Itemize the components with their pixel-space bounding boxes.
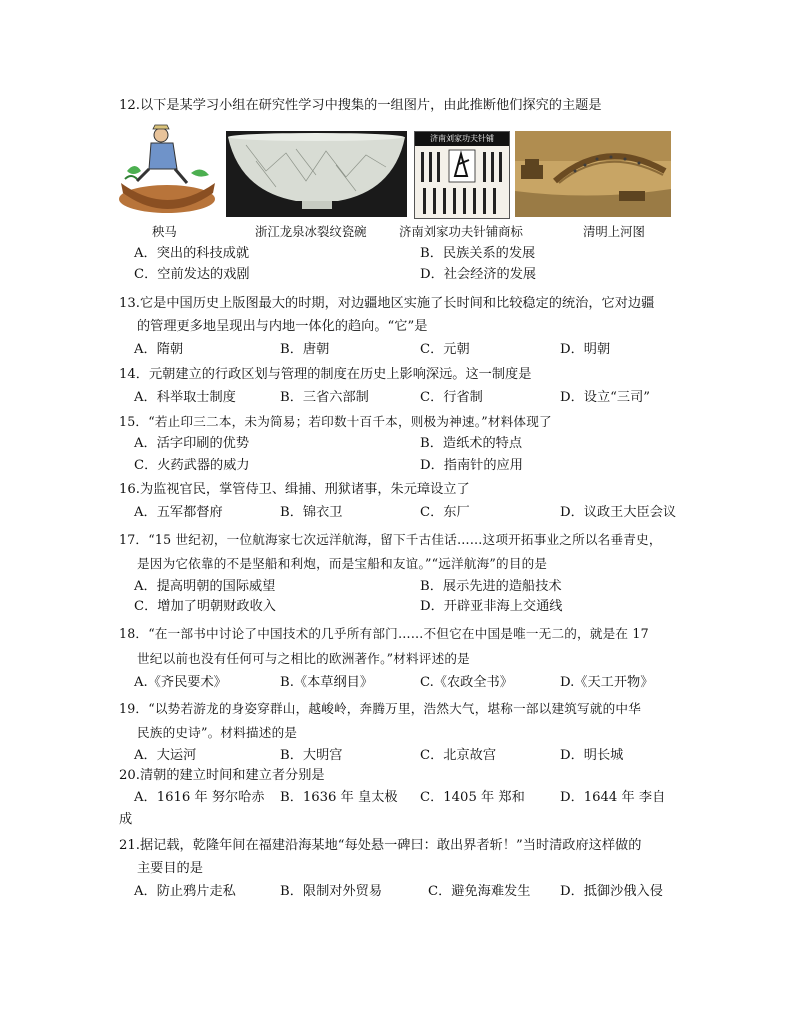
needle-shop-trademark-picture [414, 131, 510, 219]
q14-option-a: A．科举取士制度 [134, 390, 236, 405]
q15-option-d: D．指南针的应用 [420, 458, 523, 473]
trademark-title: 济南刘家功夫针铺 [415, 132, 509, 146]
q19-option-b: B．大明宫 [280, 748, 343, 763]
q13-option-c: C．元朝 [420, 342, 470, 357]
q14-option-c: C．行省制 [420, 390, 483, 405]
q13-option-d: D．明朝 [560, 342, 611, 357]
q21-option-d: D．抵御沙俄入侵 [560, 884, 663, 899]
q18-option-a: A.《齐民要术》 [134, 675, 227, 690]
q15-stem: 15．“若止印三二本，未为简易；若印数十百千本，则极为神速。”材料体现了 [119, 414, 552, 429]
q16-option-c: C．东厂 [420, 505, 470, 520]
q16-option-d: D．议政王大臣会议 [560, 505, 677, 520]
q12-option-d: D．社会经济的发展 [420, 267, 537, 282]
q21-option-c: C．避免海难发生 [428, 884, 531, 899]
q16-stem: 16.为监视官民，掌管侍卫、缉捕、刑狱诸事，朱元璋设立了 [119, 482, 470, 497]
q17-option-a: A．提高明朝的国际威望 [134, 579, 276, 594]
q14-stem: 14．元朝建立的行政区划与管理的制度在历史上影响深远。这一制度是 [119, 367, 532, 382]
q21-stem-line1: 21.据记载，乾隆年间在福建沿海某地“每处悬一碑曰：敢出界者斩！”当时清政府这样做的 [119, 838, 642, 853]
q19-option-c: C．北京故宫 [420, 748, 497, 763]
q18-stem-line2: 世纪以前也没有任何可与之相比的欧洲著作。”材料评述的是 [137, 651, 470, 666]
q17-option-c: C．增加了明朝财政收入 [134, 599, 276, 614]
q13-stem-line2: 的管理更多地呈现出与内地一体化的趋向。“它”是 [137, 319, 428, 334]
q18-option-c: C.《农政全书》 [420, 675, 513, 690]
q16-option-b: B．锦衣卫 [280, 505, 343, 520]
q14-option-d: D．设立“三司” [560, 390, 650, 405]
q13-option-b: B．唐朝 [280, 342, 330, 357]
caption-qingming: 清明上河图 [583, 224, 645, 239]
q16-option-a: A．五军都督府 [134, 505, 223, 520]
q18-stem-line1: 18．“在一部书中讨论了中国技术的几乎所有部门……不但它在中国是唯一无二的，就是在 17 [119, 626, 649, 641]
q18-option-d: D.《天工开物》 [560, 675, 654, 690]
q13-option-a: A．隋朝 [134, 342, 184, 357]
q20-option-d: D．1644 年 李自 [560, 790, 666, 805]
q14-option-b: B．三省六部制 [280, 390, 369, 405]
q19-option-d: D．明长城 [560, 748, 624, 763]
q12-option-b: B．民族关系的发展 [420, 246, 536, 261]
caption-trademark: 济南刘家功夫针铺商标 [399, 224, 523, 239]
q17-stem-line1: 17．“15 世纪初，一位航海家七次远洋航海，留下千古佳话……这项开拓事业之所以名垂青史， [119, 532, 662, 547]
yangma-picture [117, 121, 219, 217]
crackle-glaze-bowl-picture [226, 131, 407, 217]
q17-option-d: D．开辟亚非海上交通线 [420, 599, 563, 614]
q12-option-c: C．空前发达的戏剧 [134, 267, 250, 282]
q21-stem-line2: 主要目的是 [137, 861, 203, 876]
q19-stem-line2: 民族的史诗”。材料描述的是 [137, 725, 298, 740]
caption-yangma: 秧马 [152, 224, 177, 239]
q20-stem: 20.清朝的建立时间和建立者分别是 [119, 768, 325, 783]
q20-option-b: B．1636 年 皇太极 [280, 790, 398, 805]
q20-option-a: A．1616 年 努尔哈赤 [134, 790, 265, 805]
q15-option-b: B．造纸术的特点 [420, 436, 523, 451]
q17-option-b: B．展示先进的造船技术 [420, 579, 562, 594]
qingming-scroll-picture [515, 131, 671, 217]
q15-option-a: A．活字印刷的优势 [134, 436, 250, 451]
q21-option-b: B．限制对外贸易 [280, 884, 383, 899]
q21-option-a: A．防止鸦片走私 [134, 884, 236, 899]
q19-option-a: A．大运河 [134, 748, 197, 763]
q18-option-b: B.《本草纲目》 [280, 675, 374, 690]
q12-option-a: A．突出的科技成就 [134, 246, 250, 261]
q13-stem-line1: 13.它是中国历史上版图最大的时期，对边疆地区实施了长时间和比较稳定的统治，它对边疆 [119, 296, 655, 311]
q20-option-c: C．1405 年 郑和 [420, 790, 525, 805]
q12-stem: 12.以下是某学习小组在研究性学习中搜集的一组图片，由此推断他们探究的主题是 [119, 98, 602, 113]
q15-option-c: C．火药武器的威力 [134, 458, 250, 473]
q19-stem-line1: 19．“以势若游龙的身姿穿群山，越峻岭，奔腾万里，浩然大气，堪称一部以建筑写就的中华 [119, 701, 642, 716]
q20-option-d-wrap: 成 [119, 812, 133, 827]
q17-stem-line2: 是因为它依靠的不是坚船和利炮，而是宝船和友谊。”“远洋航海”的目的是 [137, 556, 548, 571]
caption-bowl: 浙江龙泉冰裂纹瓷碗 [255, 224, 367, 239]
